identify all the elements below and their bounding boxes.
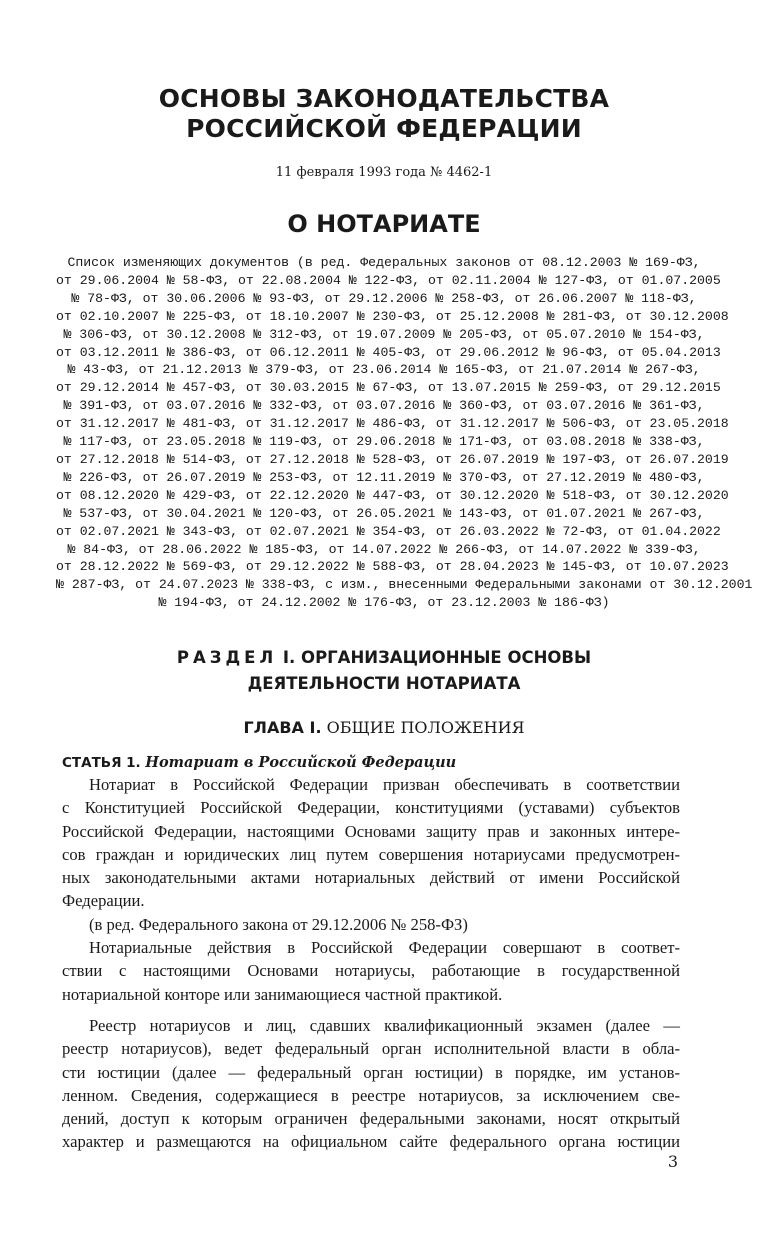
- document-title-line-1: ОСНОВЫ ЗАКОНОДАТЕЛЬСТВА: [158, 84, 610, 113]
- amendments-line: № 287-ФЗ, от 24.07.2023 № 338-ФЗ, с изм., внесенными Федеральными законами от 30.12.2001: [56, 577, 753, 593]
- section-title-part: I. ОРГАНИЗАЦИОННЫЕ ОСНОВЫ: [277, 648, 592, 667]
- amendments-list: [56, 254, 753, 612]
- amendments-line: от 27.12.2018 № 514-ФЗ, от 27.12.2018 № 528-ФЗ, от 26.07.2019 № 197-ФЗ, от 26.07.2019: [56, 451, 729, 467]
- paragraph-line: нотариальной конторе или занимающиеся частной практикой.: [62, 984, 503, 1004]
- paragraph-line: характер и размещаются на официальном сайте федерального органа юстиции: [62, 1132, 680, 1152]
- amendments-line: № 226-ФЗ, от 26.07.2019 № 253-ФЗ, от 12.11.2019 № 370-ФЗ, от 27.12.2019 № 480-ФЗ,: [63, 469, 705, 485]
- paragraph-line: Российской Федерации, настоящими Основами защиту прав и законных интере-: [62, 821, 680, 841]
- amendments-line: № 537-ФЗ, от 30.04.2021 № 120-ФЗ, от 26.05.2021 № 143-ФЗ, от 01.07.2021 № 267-ФЗ,: [63, 505, 705, 521]
- document-date: 11 февраля 1993 года № 4462-1: [275, 165, 493, 180]
- amendments-line: № 84-ФЗ, от 28.06.2022 № 185-ФЗ, от 14.07.2022 № 266-ФЗ, от 14.07.2022 № 339-ФЗ,: [67, 541, 701, 557]
- paragraph-line: реестр нотариусов), ведет федеральный орган исполнительной власти в обла-: [62, 1039, 680, 1059]
- chapter-label: ГЛАВА I.: [243, 718, 322, 737]
- paragraph-line: ствии с настоящими Основами нотариусы, работающие в государственной: [62, 961, 680, 981]
- section-heading-line-1: [0, 645, 768, 671]
- amendments-line: № 306-ФЗ, от 30.12.2008 № 312-ФЗ, от 19.07.2009 № 205-ФЗ, от 05.07.2010 № 154-ФЗ,: [63, 326, 705, 342]
- amendments-line: от 31.12.2017 № 481-ФЗ, от 31.12.2017 № 486-ФЗ, от 31.12.2017 № 506-ФЗ, от 23.05.2018: [56, 416, 729, 432]
- section-prefix: РАЗДЕЛ: [176, 648, 278, 667]
- amendments-line: № 391-ФЗ, от 03.07.2016 № 332-ФЗ, от 03.07.2016 № 360-ФЗ, от 03.07.2016 № 361-ФЗ,: [63, 398, 705, 414]
- paragraph-line: с Конституцией Российской Федерации, конституциями (уставами) субъектов: [62, 798, 680, 818]
- article-title: Нотариат в Российской Федерации: [145, 754, 457, 771]
- amendments-line: № 194-ФЗ, от 24.12.2002 № 176-ФЗ, от 23.12.2003 № 186-ФЗ): [158, 595, 610, 611]
- amendments-line: от 02.07.2021 № 343-ФЗ, от 02.07.2021 № 354-ФЗ, от 26.03.2022 № 72-ФЗ, от 01.04.2022: [56, 523, 721, 539]
- amendments-line: от 03.12.2011 № 386-ФЗ, от 06.12.2011 № 405-ФЗ, от 29.06.2012 № 96-ФЗ, от 05.04.2013: [56, 344, 721, 360]
- chapter-heading: [0, 717, 768, 739]
- article-label: СТАТЬЯ 1.: [62, 755, 141, 771]
- paragraph-line: Реестр нотариусов и лиц, сдавших квалификационный экзамен (далее —: [89, 1015, 680, 1035]
- paragraph-gap: [62, 1006, 680, 1014]
- amendments-line: от 02.10.2007 № 225-ФЗ, от 18.10.2007 № 230-ФЗ, от 25.12.2008 № 281-ФЗ, от 30.12.2008: [56, 308, 729, 324]
- article-body: [62, 773, 680, 1154]
- chapter-title: ОБЩИЕ ПОЛОЖЕНИЯ: [321, 718, 525, 737]
- paragraph-line: сов граждан и юридических лиц путем совершения нотариусами предусмотрен-: [62, 844, 680, 864]
- paragraph-line: Нотариат в Российской Федерации призван обеспечивать в соответствии: [89, 775, 680, 794]
- amendments-line: от 28.12.2022 № 569-ФЗ, от 29.12.2022 № 588-ФЗ, от 28.04.2023 № 145-ФЗ, от 10.07.2023: [56, 559, 729, 575]
- document-title-line-2: РОССИЙСКОЙ ФЕДЕРАЦИИ: [186, 114, 582, 143]
- amendments-line: от 29.12.2014 № 457-ФЗ, от 30.03.2015 № 67-ФЗ, от 13.07.2015 № 259-ФЗ, от 29.12.2015: [56, 380, 721, 396]
- article-heading: [62, 753, 456, 773]
- document-title: [0, 84, 768, 144]
- amendments-line: № 78-ФЗ, от 30.06.2006 № 93-ФЗ, от 29.12.2006 № 258-ФЗ, от 26.06.2007 № 118-ФЗ,: [71, 290, 697, 306]
- paragraph-line: Федерации.: [62, 891, 145, 911]
- paragraph-line: дений, доступ к которым ограничен федеральными законами, носят открытый: [62, 1109, 680, 1129]
- paragraph-line: сти юстиции (далее — федеральный орган юстиции) в порядке, им установ-: [62, 1062, 680, 1082]
- paragraph-line: ных законодательными актами нотариальных действий от имени Российской: [62, 868, 680, 888]
- amendments-line: от 29.06.2004 № 58-ФЗ, от 22.08.2004 № 122-ФЗ, от 02.11.2004 № 127-ФЗ, от 01.07.2005: [56, 272, 721, 288]
- paragraph-line: Нотариальные действия в Российской Федерации совершают в соответ-: [89, 938, 680, 958]
- paragraph-line: ленном. Сведения, содержащиеся в реестре нотариусов, за исключением све-: [62, 1085, 680, 1105]
- section-heading: [0, 645, 768, 697]
- section-heading-line-2: ДЕЯТЕЛЬНОСТИ НОТАРИАТА: [247, 674, 521, 693]
- law-name: О НОТАРИАТЕ: [287, 210, 481, 238]
- amendments-line: Список изменяющих документов (в ред. Федеральных законов от 08.12.2003 № 169-ФЗ,: [67, 255, 701, 270]
- amendment-note: (в ред. Федерального закона от 29.12.2006 № 258-ФЗ): [89, 914, 468, 934]
- amendments-line: № 43-ФЗ, от 21.12.2013 № 379-ФЗ, от 23.06.2014 № 165-ФЗ, от 21.07.2014 № 267-ФЗ,: [67, 362, 701, 378]
- amendments-line: № 117-ФЗ, от 23.05.2018 № 119-ФЗ, от 29.06.2018 № 171-ФЗ, от 03.08.2018 № 338-ФЗ,: [63, 434, 705, 450]
- page-number: 3: [667, 1152, 678, 1171]
- amendments-line: от 08.12.2020 № 429-ФЗ, от 22.12.2020 № 447-ФЗ, от 30.12.2020 № 518-ФЗ, от 30.12.2020: [56, 487, 729, 503]
